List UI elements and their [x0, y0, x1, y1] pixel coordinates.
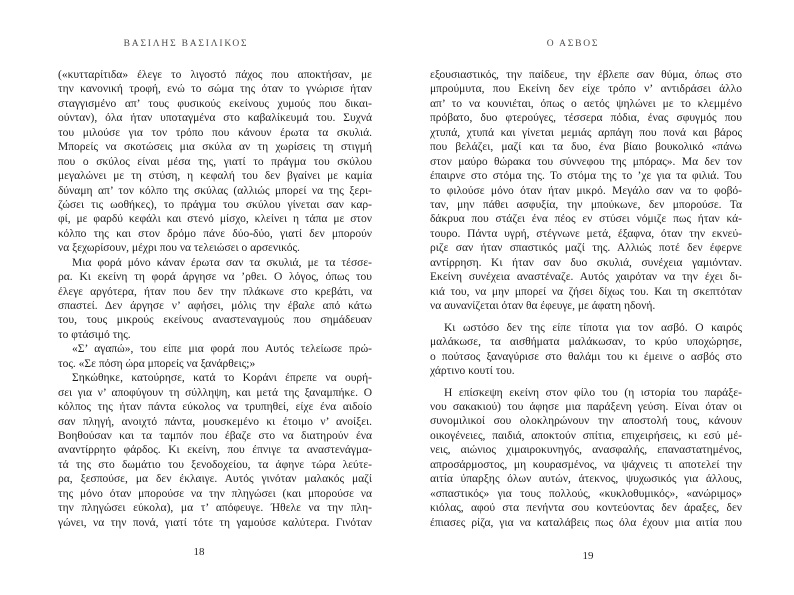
text-line: έλεγε αργότερα, ήταν που δεν την πλάκωνε στο κρεβάτι, να [58, 285, 372, 298]
paragraph [430, 68, 742, 313]
text-block [430, 68, 742, 530]
text-line: τουρο. Πάντα υγρή, στέγνωνε μετά, έξαφνα, όταν την εκνεύ- [430, 227, 742, 240]
right-page [397, 0, 794, 595]
text-line: το φτάσιμό της. [58, 328, 131, 341]
paragraph [58, 342, 372, 371]
text-line: αναντίρρητο φάρδος. Κι εκείνη, που έπνιγε τα αναστενάγμα- [58, 444, 372, 457]
text-line: έπιασες ρίζα, για να καταλάβεις πως όλα έχουν μια αιτία που [430, 516, 742, 529]
text-line: τά της στο δωμάτιο του ξενοδοχείου, τα άφηνε τώρα λεύτε- [58, 458, 372, 471]
text-line: ταν, μην πάθει ασφυξία, την μπούκωνε, δεν μπορούσε. Τα [430, 198, 742, 211]
text-line: ούνταν), όλα ήταν υποταγμένα στο καβαλίκευμά του. Συχνά [58, 112, 372, 125]
text-line: φί, με φαρδύ κεφάλι και στενό μίσχο, κλείνει η τάπα με στον [58, 213, 372, 226]
text-line: δύναμη απ’ τον κόλπο της σκύλας (αλλιώς μπορεί να της ξερι- [58, 184, 372, 197]
text-line: Εκείνη συνέχεια αναστέναζε. Αυτός χαιρόταν να την έχει δι- [430, 271, 742, 284]
text-line: απ’ το να κουνιέται, όπως ο αετός ψηλώνει με το κλεμμένο [430, 97, 742, 110]
text-line: συνομιλικοί σου ολοκληρώνουν την αποστολή τους, κάνουν [430, 415, 742, 428]
text-line: ζώσει τις ωοθήκες), το πράγμα του σκύλου γίνεται σαν καρ- [58, 198, 372, 211]
text-line: κόλπος της ήταν πάντα εύκολος να τρυπηθεί, είχε ένα αιδοίο [58, 401, 372, 414]
running-head-author: ΒΑΣΙΛΗΣ ΒΑΣΙΛΙΚΟΣ [123, 39, 249, 49]
text-line: να ξεχωρίσουν, μέχρι που να τελειώσει ο αρσενικός. [58, 242, 300, 255]
text-line: να αυνανίζεται όταν θα έφευγε, με άφατη ηδονή. [430, 300, 656, 312]
text-line: κιά του, να μην μπορεί να ζήσει δίχως του. Και τη σκεπτόταν [430, 285, 742, 298]
text-line: την πληγώσει εύκολα), μα τ’ απόφευγε. Ήθελε να την πλη- [58, 502, 372, 515]
page-number: 18 [193, 546, 205, 558]
page-number: 19 [582, 550, 594, 562]
text-line: δάκρυα που στάζει ένα πέος εν στύσει νόμιζε πως ήταν κά- [430, 213, 742, 226]
text-line: κόλπο της και στον δρόμο πάνε δύο-δύο, γιατί δεν μπορούν [58, 227, 372, 240]
text-line: αιτία ύπαρξης όλων αυτών, άτεκνος, ψυχωσικός για άλλους, [430, 473, 742, 486]
text-line: Μπορείς να σκοτώσεις μια σκύλα αν τη χωρίσεις τη στιγμή [58, 141, 372, 154]
text-line: σταγγισμένο απ’ τους φυσικούς εκείνους χυμούς που δικαι- [58, 97, 372, 110]
paragraph [58, 256, 372, 343]
text-line: «σπαστικός» για τους πολλούς, «κυκλοθυμικός», «ανώριμος» [430, 487, 742, 500]
text-line: νου σακακιού) του άφησε μια παράξενη γεύση. Είναι όταν οι [430, 401, 742, 413]
text-line: οικογένειες, παιδιά, αποκτούν σπίτια, επιχειρήσεις, κι εσύ μέ- [430, 429, 742, 442]
text-line: ρα, ξεσπούσε, μα δεν έκλαιγε. Αυτός γινόταν μαλακός μαζί [58, 473, 372, 486]
paragraph [58, 68, 372, 256]
text-line: γώνει, να την πονά, γιατί τότε τη γαμούσε καλύτερα. Γινόταν [58, 516, 372, 529]
text-line: («κυτταρίτιδα» έλεγε το λιγοστό πάχος που αποκτήσαν, με [58, 69, 372, 81]
text-line: μπρούμυτα, που Εκείνη δεν είχε τρόπο ν’ αντιδράσει άλλο [430, 83, 742, 96]
text-line: έπαιρνε στο στόμα της. Το στόμα της το ’χε για τα φιλιά. Του [430, 170, 742, 183]
text-line: κιόλας, αφού στα πενήντα σου κοντεύοντας δεν άραξες, δεν [430, 502, 742, 515]
text-line: Η επίσκεψη εκείνη στον φίλο του (η ιστορία του παράξε- [444, 386, 742, 399]
text-line: απροσάρμοστος, μη κουρασμένος, να ψάχνεις τι αποτελεί την [430, 458, 742, 471]
text-line: ριζε σαν ήταν σπαστικός μαζί της. Αλλιώς ποτέ δεν έφερνε [430, 242, 742, 255]
text-line: μαλάκωσε, τα αισθήματα μαλάκωσαν, το κρύο υποχώρησε, [430, 336, 742, 349]
text-line: σαν πληγή, ανοιχτό πάντα, μουσκεμένο κι έτοιμο ν’ ανοίξει. [58, 415, 372, 428]
text-line: τος. «Σε πόση ώρα μπορείς να ξανάρθεις;» [58, 357, 256, 370]
text-line: πρόβατο, δυο φτερούγες, τέσσερα πόδια, ένας σφυγμός που [430, 112, 742, 125]
text-line: σει για ν’ αποφύγουν τη σύλληψη, και μετά της ξαναμπήκε. Ο [58, 386, 372, 399]
running-head-title: Ο ΑΣΒΟΣ [546, 39, 600, 49]
text-line: ο πούτσος ξαναγύρισε στο θαλάμι του κι έμεινε ο ασβός στο [430, 350, 742, 363]
text-line: ρα. Κι εκείνη τη φορά άργησε να ’ρθει. Ο λόγος, όπως του [58, 271, 372, 284]
text-line: του μιλούσε για τον τρόπο που κάνουν έρωτα τα σκυλιά. [58, 126, 372, 139]
text-line: του, τους μικρούς εκείνους αναστεναγμούς που σημάδευαν [58, 314, 372, 327]
text-line: που ο σκύλος είναι μέσα της, γιατί το πράγμα του σκύλου [58, 155, 372, 168]
text-line: της μόνο όταν μπορούσε να την πληγώσει (και μπορούσε να [58, 487, 372, 500]
text-line: εξουσιαστικός, την παίδευε, την έβλεπε σαν θύμα, όπως στο [430, 69, 742, 81]
text-line: Κι ωστόσο δεν της είπε τίποτα για τον ασβό. Ο καιρός [444, 321, 742, 334]
paragraph [430, 321, 742, 379]
text-line: σπαστεί. Δεν άργησε ν’ αφήσει, μόλις την έβαλε από κάτω [58, 300, 372, 312]
text-line: στον μαύρο θώρακα του σύννεφου της μπόρας». Μα δεν τον [430, 155, 742, 168]
text-line: αντίρρηση. Κι ήταν σαν δυο σκυλιά, συνέχεια γαμιόνταν. [430, 256, 742, 269]
text-line: χάρτινο κουτί του. [430, 364, 515, 377]
text-line: «Σ’ αγαπώ», του είπε μια φορά που Αυτός τελείωσε πρώ- [72, 343, 372, 356]
text-line: Σηκώθηκε, κατούρησε, κατά το Κοράνι έπρεπε να ουρή- [72, 372, 372, 385]
text-line: Μια φορά μόνο κάναν έρωτα σαν τα σκυλιά, με τα τέσσε- [72, 256, 372, 269]
text-block [58, 68, 372, 530]
text-line: Βοηθούσαν και τα ταμπόν που έβαζε στο να διατηρούν ένα [58, 429, 372, 442]
text-line: την κανονική τροφή, ενώ το σώμα της όταν το γνώρισε ήταν [58, 83, 372, 96]
text-line: το φιλούσε μόνο όταν ήταν μικρό. Μεγάλο σαν να το φοβό- [430, 184, 742, 197]
text-line: που βελάζει, μαζί και τα δυο, ένα βίαιο βουκολικό «πάνω [430, 141, 742, 154]
paragraph [58, 371, 372, 530]
paragraph [430, 386, 742, 530]
text-line: χτυπά, χτυπά και γίνεται μεμιάς αρπάγη που πονά και βάρος [430, 126, 742, 139]
text-line: νεις, αιώνιος χιμαιροκυνηγός, ανασφαλής, επαναστατημένος, [430, 444, 742, 457]
text-line: μεγαλώνει με τη στύση, η κεφαλή του δεν βγαίνει με καμία [58, 170, 372, 183]
